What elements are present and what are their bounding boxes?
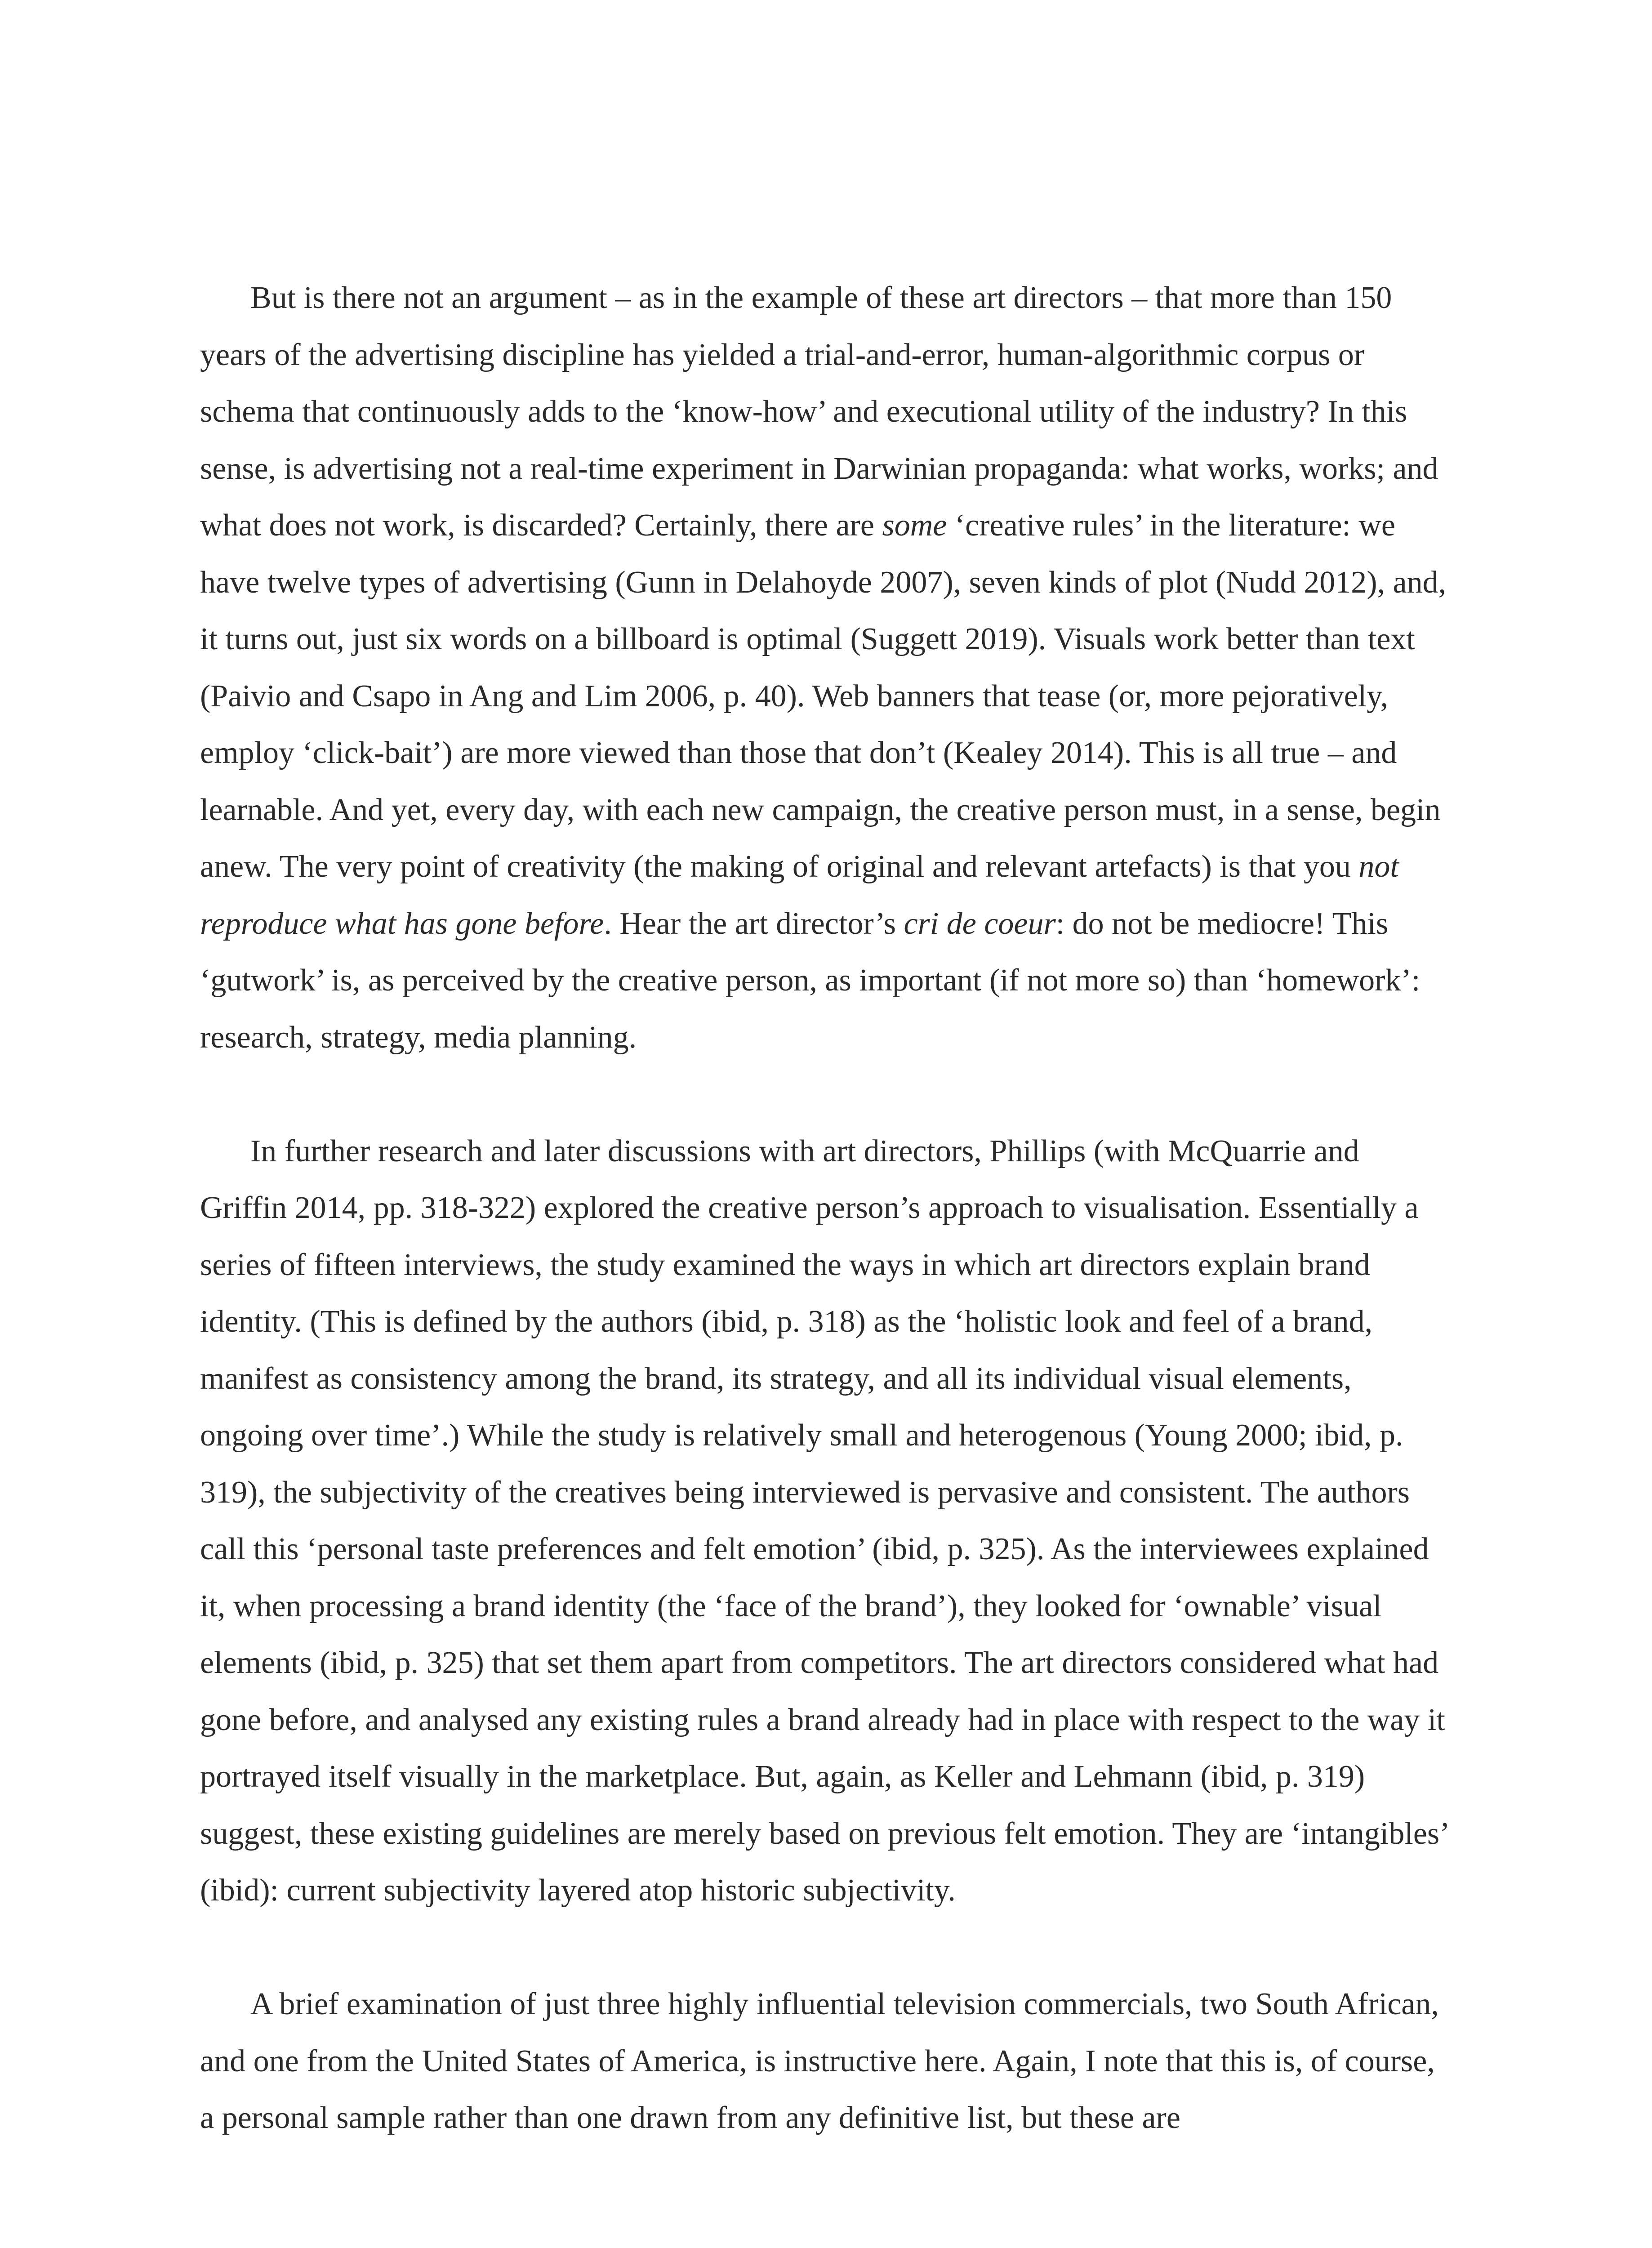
text-run: A brief examination of just three highly influential television commercials, two South African, and one from the United States of America, is instructive here. Again, I note that this is, of course, a personal sample rather than one drawn from any definitive list, but these are bbox=[200, 1987, 1447, 2135]
italic-text-run: some bbox=[882, 508, 947, 543]
italic-text-run: not reproduce what has gone before bbox=[200, 849, 1399, 941]
italic-text-run: cri de coeur bbox=[904, 906, 1056, 941]
paragraph-2 bbox=[200, 1123, 1456, 1919]
body-text bbox=[200, 270, 1456, 2147]
paragraph-3 bbox=[200, 1976, 1450, 2147]
text-run: In further research and later discussions with art directors, Phillips (with McQuarrie and Griffin 2014, pp. 318-322) explored the creative person’s approach to visualisation. Essentially a series of fifteen interviews, the study examined the ways in which art directors explain brand identity. (This is defined by the authors (ibid, p. 318) as the ‘holistic look and feel of a brand, manifest as consistency among the brand, its strategy, and all its individual visual elements, ongoing over time’.) While the study is relatively small and heterogenous (Young 2000; ibid, p. 319), the subjectivity of the creatives being interviewed is pervasive and consistent. The authors call this ‘personal taste preferences and felt emotion’ (ibid, p. 325). As the interviewees explained it, when processing a brand identity (the ‘face of the brand’), they looked for ‘ownable’ visual elements (ibid, p. 325) that set them apart from competitors. The art directors considered what had gone before, and analysed any existing rules a brand already had in place with respect to the way it portrayed itself visually in the marketplace. But, again, as Keller and Lehmann (ibid, p. 319) suggest, these existing guidelines are merely based on previous felt emotion. They are ‘intangibles’ (ibid): current subjectivity layered atop historic subjectivity. bbox=[200, 1133, 1456, 1908]
text-run: But is there not an argument – as in the example of these art directors – that more than 150 years of the advertising discipline has yielded a trial-and-error, human-algorithmic corpus or schema that continuously adds to the ‘know-how’ and executional utility of the industry? In this sense, is advertising not a real-time experiment in Darwinian propaganda: what works, works; and what does not work, is discarded? Certainly, there are bbox=[200, 281, 1447, 543]
text-run: . Hear the art director’s bbox=[604, 906, 904, 941]
text-run: ‘creative rules’ in the literature: we have twelve types of advertising (Gunn in Delahoyde 2007), seven kinds of plot (Nudd 2012), and, it turns out, just six words on a billboard is optimal (Suggett 2019). Visuals work better than text (Paivio and Csapo in Ang and Lim 2006, p. 40). Web banners that tease (or, more pejoratively, employ ‘click-bait’) are more viewed than those that don’t (Kealey 2014). This is all true – and learnable. And yet, every day, with each new campaign, the creative person must, in a sense, begin anew. The very point of creativity (the making of original and relevant artefacts) is that you bbox=[200, 508, 1454, 884]
paragraph-1 bbox=[200, 270, 1454, 1066]
text-run: : do not be mediocre! This ‘gutwork’ is, as perceived by the creative person, as important (if not more so) than ‘homework’: research, strategy, media planning. bbox=[200, 906, 1428, 1055]
